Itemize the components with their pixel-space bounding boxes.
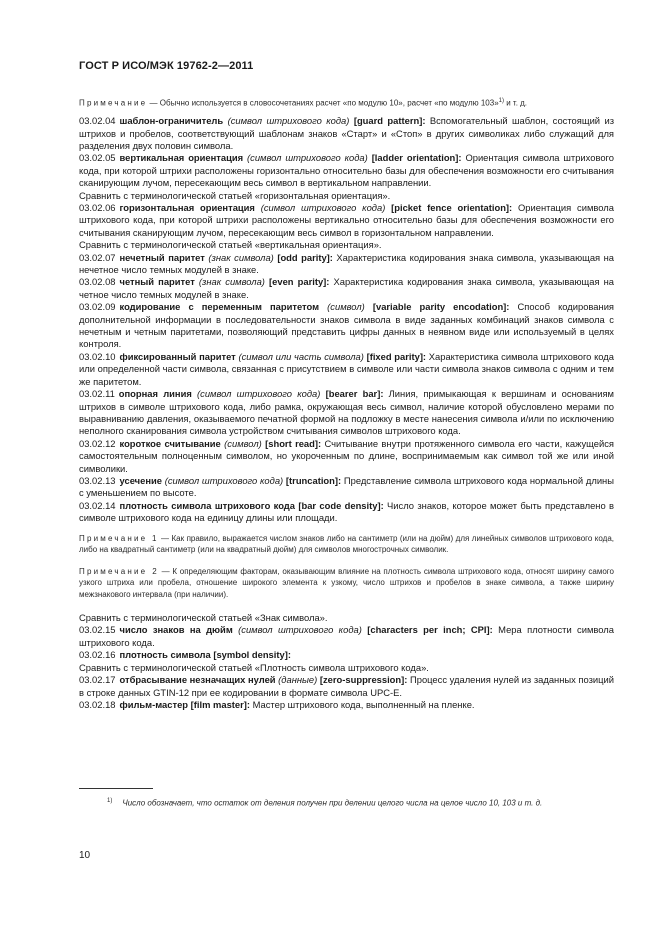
cross-reference-text: Сравнить с терминологической статьей «Плотность символа штрихового кода». (79, 661, 429, 673)
note-tail: и т. д. (504, 98, 528, 108)
term-name: нечетный паритет (119, 251, 205, 263)
term-entry (79, 699, 614, 711)
term-domain: (символ) (224, 437, 262, 449)
cross-reference (79, 662, 614, 674)
term-name: усечение (119, 474, 162, 486)
term-english: [variable parity encodation]: (372, 301, 510, 313)
term-definition: Ориентация символа штрихового кода, при которой штрихи расположены горизонтально относительно базы для обеспечения возможности его считывания сканирующим лучом, пересекающим весь символ в вертикальном направлении. (79, 152, 614, 189)
term-name: плотность символа штрихового кода (119, 499, 295, 511)
term-definition: Процесс удаления нулей из заданных позиций в строке данных GTIN-12 при ее кодировании в формате символа UPC-E. (79, 674, 614, 698)
term-domain: (знак символа) (208, 251, 274, 263)
note-label: Примечание 2 (79, 566, 159, 576)
term-english: [zero-suppression]: (319, 674, 408, 686)
term-name: плотность символа (119, 649, 211, 661)
cross-reference-text: Сравнить с терминологической статьей «вертикальная ориентация». (79, 239, 382, 251)
entry-number: 03.02.05 (79, 152, 116, 164)
term-name: горизонтальная ориентация (119, 202, 255, 213)
entry-number: 03.02.17 (79, 674, 116, 686)
term-name: число знаков на дюйм (119, 624, 233, 636)
entry-number: 03.02.18 (79, 698, 116, 710)
cross-reference (79, 239, 614, 251)
term-entry (79, 624, 614, 649)
entry-number: 03.02.12 (79, 437, 116, 449)
note-footnote-ref: 1) (498, 98, 504, 104)
term-english: [symbol density]: (213, 649, 291, 661)
entry-number: 03.02.10 (79, 350, 116, 362)
term-english: [guard pattern]: (353, 115, 426, 127)
entry-number: 03.02.16 (79, 649, 116, 661)
term-definition: Считывание внутри протяженного символа его части, кажущейся самостоятельным полноценным символом, но укороченным по длине, воспринимаемым как символ той же или иной символики. (79, 437, 614, 474)
term-domain: (символ штрихового кода) (238, 624, 362, 636)
entry-number: 03.02.14 (79, 499, 116, 511)
entry-number: 03.02.04 (79, 115, 116, 127)
top-note (79, 96, 614, 109)
term-name: фильм-мастер (119, 698, 189, 710)
entry-number: 03.02.09 (79, 301, 116, 313)
term-entry (79, 115, 614, 152)
cross-reference (79, 190, 614, 202)
note-text: — Как правило, выражается числом знаков либо на сантиметр (или на дюйм) для линейных символов штрихового кода, либо на квадратный сантиметр (или на квадратный дюйм) для символов многострочных символик. (79, 533, 614, 555)
term-definition: Характеристика кодирования знака символа, указывающая на нечетное число темных модулей в знаке. (79, 251, 615, 276)
entry-note (79, 533, 614, 556)
term-english: [fixed parity]: (366, 350, 427, 362)
term-english: [truncation]: (285, 474, 342, 486)
cross-reference-text: Сравнить с терминологической статьей «Знак символа». (79, 612, 328, 624)
term-entry (79, 649, 614, 661)
term-english: [even parity]: (269, 276, 330, 288)
term-domain: (символ или часть символа) (238, 350, 364, 362)
term-domain: (символ штрихового кода) (247, 152, 368, 164)
entries-list (79, 115, 614, 524)
term-name: опорная линия (118, 388, 192, 400)
term-definition: Мастер штрихового кода, выполненный на пленке. (250, 698, 475, 710)
term-entry (79, 252, 614, 277)
term-entry (79, 388, 614, 438)
term-entry (79, 438, 614, 475)
term-definition: Способ кодирования дополнительной информации в последовательности знаков символа в виде заданных комбинаций знаков символа с нечетным и четным паритетами, позволяющий представить цифры данных в неявном виде или используемый в целях контроля. (79, 301, 615, 350)
term-definition: Представление символа штрихового кода нормальной длины с уменьшением по высоте. (79, 474, 614, 499)
term-entry (79, 674, 614, 699)
term-definition: Мера плотности символа штрихового кода. (79, 624, 614, 648)
term-name: отбрасывание незначащих нулей (119, 674, 276, 686)
term-domain: (знак символа) (198, 276, 265, 288)
page-number: 10 (79, 850, 91, 861)
term-english: [short read]: (265, 437, 322, 449)
term-domain: (символ штрихового кода) (227, 115, 350, 127)
entry-number: 03.02.06 (79, 202, 116, 213)
term-entry (79, 202, 614, 239)
entry-note (79, 566, 614, 601)
standard-header: ГОСТ Р ИСО/МЭК 19762-2—2011 (79, 60, 254, 72)
term-entry (79, 500, 614, 525)
term-name: короткое считывание (119, 437, 221, 449)
note-label: Примечание 1 (79, 533, 159, 543)
term-domain: (символ) (327, 301, 365, 313)
term-definition: Характеристика кодирования знака символа, указывающая на четное число темных модулей в знаке. (79, 276, 615, 300)
term-english: [characters per inch; CPI]: (367, 624, 493, 636)
term-entry (79, 152, 614, 189)
term-definition: Вспомогательный шаблон, состоящий из штрихов и пробелов, соответствующий шаблонам знаков «Старт» и «Стоп» в других символиках либо служащий для разделения двух половин символа. (79, 115, 614, 151)
note-text: — Обычно используется в словосочетаниях расчет «по модулю 10», расчет «по модулю 103» (147, 98, 499, 108)
footnote (79, 795, 614, 810)
term-definition: Число знаков, которое может быть представлено в символе штрихового кода на единицу длины или площади. (79, 499, 615, 524)
term-entry (79, 475, 614, 500)
term-english: [film master]: (190, 698, 251, 710)
note-text: — К определяющим факторам, оказывающим влияние на плотность символа штрихового кода, относят ширину самого узкого штриха или пробела, отношение широкого элемента к узкому, число штрихов и пробелов в знаке символа, а также ширину межзнакового интервала (при наличии). (79, 566, 614, 599)
term-domain: (символ штрихового кода) (164, 474, 284, 486)
term-name: шаблон-ограничитель (119, 115, 224, 127)
footnote-divider (79, 788, 153, 789)
term-domain: (символ штрихового кода) (197, 388, 321, 400)
term-name: четный паритет (119, 276, 195, 288)
document-page (79, 60, 614, 711)
term-english: [picket fence orientation]: (391, 202, 513, 213)
note-label: Примечание (79, 98, 148, 108)
term-english: [bearer bar]: (325, 388, 384, 400)
term-entry (79, 276, 614, 301)
term-name: фиксированный паритет (119, 350, 236, 362)
term-domain: (символ штрихового кода) (260, 202, 386, 213)
term-name: вертикальная ориентация (119, 152, 244, 164)
term-english: [bar code density]: (298, 499, 384, 511)
entry-number: 03.02.11 (79, 388, 115, 400)
term-entry (79, 351, 614, 388)
cross-reference (79, 612, 614, 624)
term-english: [ladder orientation]: (371, 152, 462, 164)
cross-reference-text: Сравнить с терминологической статьей «горизонтальная ориентация». (79, 189, 391, 201)
term-name: кодирование с переменным паритетом (119, 301, 320, 313)
term-entry (79, 301, 614, 351)
entry-number: 03.02.07 (79, 251, 116, 263)
footnote-text: Число обозначает, что остаток от деления получен при делении целого числа на целое число 10, 103 и т. д. (122, 798, 543, 808)
entry-number: 03.02.13 (79, 474, 116, 486)
entry-number: 03.02.08 (79, 276, 116, 288)
notes-list (79, 533, 614, 601)
term-definition: Характеристика символа штрихового кода или определенной части символа, связанная с присутствием в символе или части символа знаков символа с одним и тем же паритетом. (79, 350, 614, 387)
entry-number: 03.02.15 (79, 624, 116, 636)
term-english: [odd parity]: (277, 251, 333, 263)
footnote-marker: 1) (107, 798, 113, 804)
term-domain: (данные) (278, 674, 318, 686)
entries-list-2 (79, 612, 614, 711)
term-definition: Линия, примыкающая к вершинам и основаниям штрихов в символе штрихового кода, либо рамка, окружающая весь символ, наличие которой обусловлено мерами по выравниванию давления, оказываемого печатной формой на подложку в месте нанесения символа и/или по исключению неполного сканирования символа устройством считывания символов штрихового кода. (79, 388, 614, 437)
term-definition: Ориентация символа штрихового кода, при которой штрихи расположены вертикально относительно базы для обеспечения возможности его считывания сканирующим лучом, пересекающим весь символ в горизонтальном направлении. (79, 202, 614, 238)
